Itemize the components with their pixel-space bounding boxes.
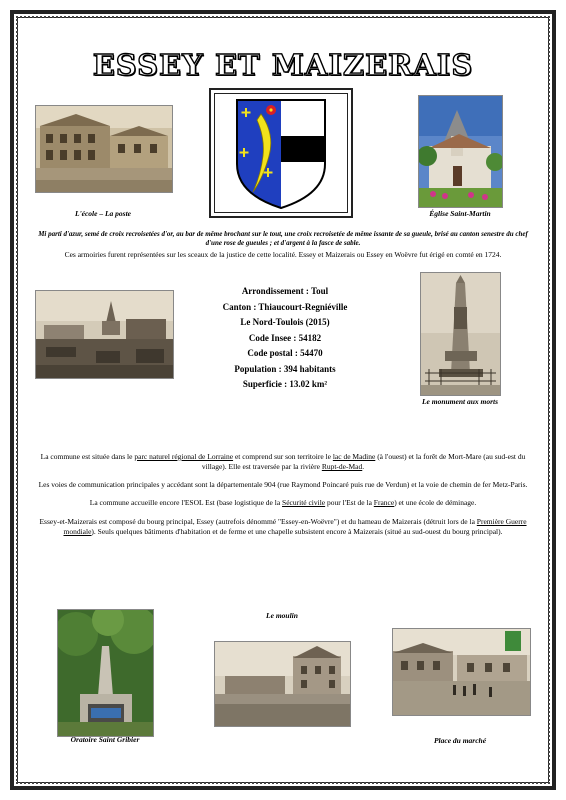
caption-market-square: Place du marché <box>433 736 487 745</box>
link-france[interactable]: France <box>373 498 395 508</box>
caption-mill: Le moulin <box>266 611 298 620</box>
commune-info <box>200 286 370 395</box>
paragraph-location: La commune est située dans le parc naturel régional de Lorraine et comprend sur son territoire le lac de Madine (à l'ouest) et la forêt de Mort-Mare (au sud-est du village). Elle est traversée par la rivière Rupt-de-Mad. <box>40 452 526 472</box>
blazon-description: Mi parti d'azur, semé de croix recroisetées d'or, au bar de même brochant sur le tout, une croix recroisetée de même issante de sa gueule, brisé au canton senestre du chef d'une rose de gueules ; et d'argent à la fasce de sable. <box>38 230 528 248</box>
photo-oratory-saint-gribier <box>57 609 154 737</box>
paragraph-roads: Les voies de communication principales y accédant sont la départementale 904 (rue Raymond Poincaré puis rue de Verdun) et la voie de chemin de fer Metz-Paris. <box>38 480 528 490</box>
page-title: ESSEY ET MAIZERAIS <box>92 48 474 82</box>
info-population: Population : 394 habitants <box>234 363 336 374</box>
photo-war-memorial <box>420 272 501 396</box>
photo-church-saint-martin <box>418 95 503 208</box>
info-arrondissement: Arrondissement : Toul <box>241 286 329 296</box>
photo-mill <box>214 641 351 727</box>
armorial-note: Ces armoiries furent représentées sur les sceaux de la justice de cette localité. Essey et Maizerais ou Essey en Woëvre fut érigé en comté en 1724. <box>64 250 502 259</box>
link-lac-de-madine[interactable]: lac de Madine <box>332 452 376 461</box>
info-postal-code: Code postal : 54470 <box>247 348 323 358</box>
link-rupt-de-mad[interactable]: Rupt-de-Mad <box>321 462 363 472</box>
caption-church-saint-martin: Église Saint-Martin <box>429 209 491 218</box>
caption-oratory-saint-gribier: Oratoire Saint Gribier <box>70 735 140 744</box>
caption-war-memorial: Le monument aux morts <box>421 397 499 406</box>
link-premiere-guerre-mondiale[interactable]: Première Guerre mondiale <box>63 516 527 536</box>
paragraph-esol: La commune accueille encore l'ESOL Est (base logistique de la Sécurité civile pour l'Est de la France) et une école de déminage. <box>89 498 477 508</box>
paragraph-composition: Essey-et-Maizerais est composé du bourg principal, Essey (autrefois dénommé "Essey-en-Woëvre") et du hameau de Maizerais (détruit lors de la Première Guerre mondiale). Seuls quelques bâtiments d'habitation et de ferme et une chapelle subsistent encore à Maizerais (situé au sud-ouest du bourg principal). <box>39 516 527 536</box>
info-area: Superficie : 13.02 km² <box>242 379 328 389</box>
info-canton: Canton : Thiaucourt-Regniéville <box>222 301 348 312</box>
photo-village-ruins <box>35 290 174 379</box>
commune-description <box>32 452 534 545</box>
photo-market-square <box>392 628 531 716</box>
photo-school-post-office <box>35 105 173 193</box>
info-community: Le Nord-Toulois (2015) <box>240 317 330 327</box>
info-insee-code: Code Insee : 54182 <box>248 332 322 343</box>
coat-of-arms-frame <box>209 88 353 218</box>
caption-school-post-office: L'école – La poste <box>74 209 132 218</box>
link-securite-civile[interactable]: Sécurité civile <box>282 498 326 508</box>
coat-of-arms-icon <box>231 94 331 212</box>
link-parc-naturel-lorraine[interactable]: parc naturel régional de Lorraine <box>134 452 234 461</box>
